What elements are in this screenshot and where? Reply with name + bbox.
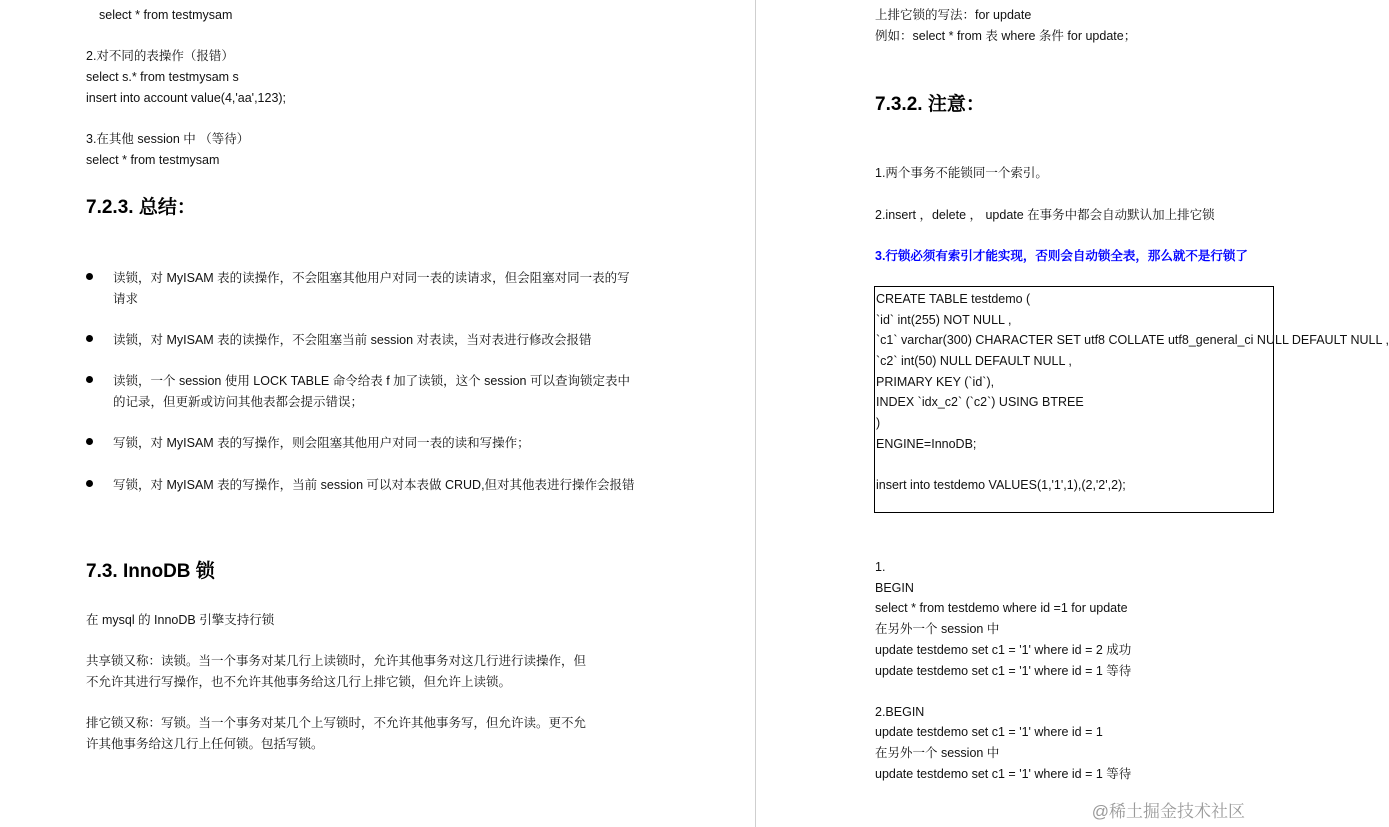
bullet-dot-icon [86, 335, 93, 342]
code-line: select * from testdemo where id =1 for update [875, 601, 1128, 615]
bullet-text: 读锁，一个 session 使用 LOCK TABLE 命令给表 f 加了读锁，这个 session 可以查询锁定表中的记录，但更新或访问其他表都会提示错误； [113, 374, 630, 409]
paragraph-line: 在 mysql 的 InnoDB 引擎支持行锁 [86, 613, 275, 627]
bullet-text: 读锁，对 MyISAM 表的读操作，不会阻塞其他用户对同一表的读请求，但会阻塞对同一表的写请求 [113, 271, 630, 306]
section-heading-7-3-2: 7.3.2. 注意： [875, 94, 985, 115]
text-line: 3.在其他 session 中 （等待） [86, 132, 250, 146]
bullet-text: 写锁，对 MyISAM 表的写操作，则会阻塞其他用户对同一表的读和写操作； [113, 436, 530, 450]
paragraph-line: 不允许其进行写操作，也不允许其他事务给这几行上排它锁，但允许上读锁。 [86, 675, 512, 689]
code-line: update testdemo set c1 = '1' where id = 1 等待 [875, 767, 1132, 781]
code-line: 2.BEGIN [875, 705, 925, 719]
watermark: @稀土掘金技术社区 [1091, 802, 1245, 821]
section-heading-7-3: 7.3. InnoDB 锁 [86, 561, 215, 582]
bullet-dot-icon [86, 376, 93, 383]
code-line: `id` int(255) NOT NULL , [876, 313, 1012, 327]
paragraph-line: 许其他事务给这几行上任何锁。包括写锁。 [86, 737, 324, 751]
code-line: `c1` varchar(300) CHARACTER SET utf8 COLLATE utf8_general_ci NULL DEFAULT NULL , [876, 333, 1389, 347]
note-line: 2.insert ，delete ， update 在事务中都会自动默认加上排它锁 [875, 208, 1215, 222]
code-line: CREATE TABLE testdemo ( [876, 292, 1031, 306]
text-line: 2.对不同的表操作（报错） [86, 49, 234, 63]
text-line: 上排它锁的写法：for update [875, 8, 1032, 22]
text-line: 例如：select * from 表 where 条件 for update； [875, 29, 1137, 43]
bullet-text: 读锁，对 MyISAM 表的读操作，不会阻塞当前 session 对表读，当对表进行修改会报错 [113, 333, 592, 347]
paragraph-line: 共享锁又称：读锁。当一个事务对某几行上读锁时，允许其他事务对这几行进行读操作，但 [86, 654, 587, 668]
code-line: ) [876, 416, 881, 430]
code-line: 1. [875, 560, 886, 574]
highlighted-note: 3.行锁必须有索引才能实现，否则会自动锁全表，那么就不是行锁了 [875, 249, 1248, 263]
note-line: 1.两个事务不能锁同一个索引。 [875, 166, 1048, 180]
code-line: 在另外一个 session 中 [875, 746, 1000, 760]
sql-code-box [874, 286, 1389, 513]
page-divider [755, 0, 756, 827]
code-line: 在另外一个 session 中 [875, 622, 1000, 636]
code-line: `c2` int(50) NULL DEFAULT NULL , [876, 354, 1072, 368]
text-line: select s.* from testmysam s [86, 70, 239, 84]
bullet-dot-icon [86, 438, 93, 445]
bullet-text: 写锁，对 MyISAM 表的写操作，当前 session 可以对本表做 CRUD,但对其他表进行操作会报错 [113, 478, 635, 492]
code-line: ENGINE=InnoDB; [876, 437, 977, 451]
bullet-dot-icon [86, 480, 93, 487]
code-line: update testdemo set c1 = '1' where id = 1 [875, 725, 1103, 739]
code-line: BEGIN [875, 581, 914, 595]
code-line: INDEX `idx_c2` (`c2`) USING BTREE [876, 395, 1084, 409]
code-line: insert into testdemo VALUES(1,'1',1),(2,'2',2); [876, 478, 1126, 492]
text-line: insert into account value(4,'aa',123); [86, 91, 287, 105]
code-line: update testdemo set c1 = '1' where id = 2 成功 [875, 643, 1132, 657]
code-line: PRIMARY KEY (`id`), [876, 375, 995, 389]
text-line: select * from testmysam [86, 153, 220, 167]
code-line: update testdemo set c1 = '1' where id = 1 等待 [875, 664, 1132, 678]
section-heading-7-2-3: 7.2.3. 总结： [86, 197, 196, 218]
text-line: select * from testmysam [99, 8, 233, 22]
paragraph-line: 排它锁又称：写锁。当一个事务对某几个上写锁时，不允许其他事务写，但允许读。更不允 [86, 716, 587, 730]
bullet-dot-icon [86, 273, 93, 280]
